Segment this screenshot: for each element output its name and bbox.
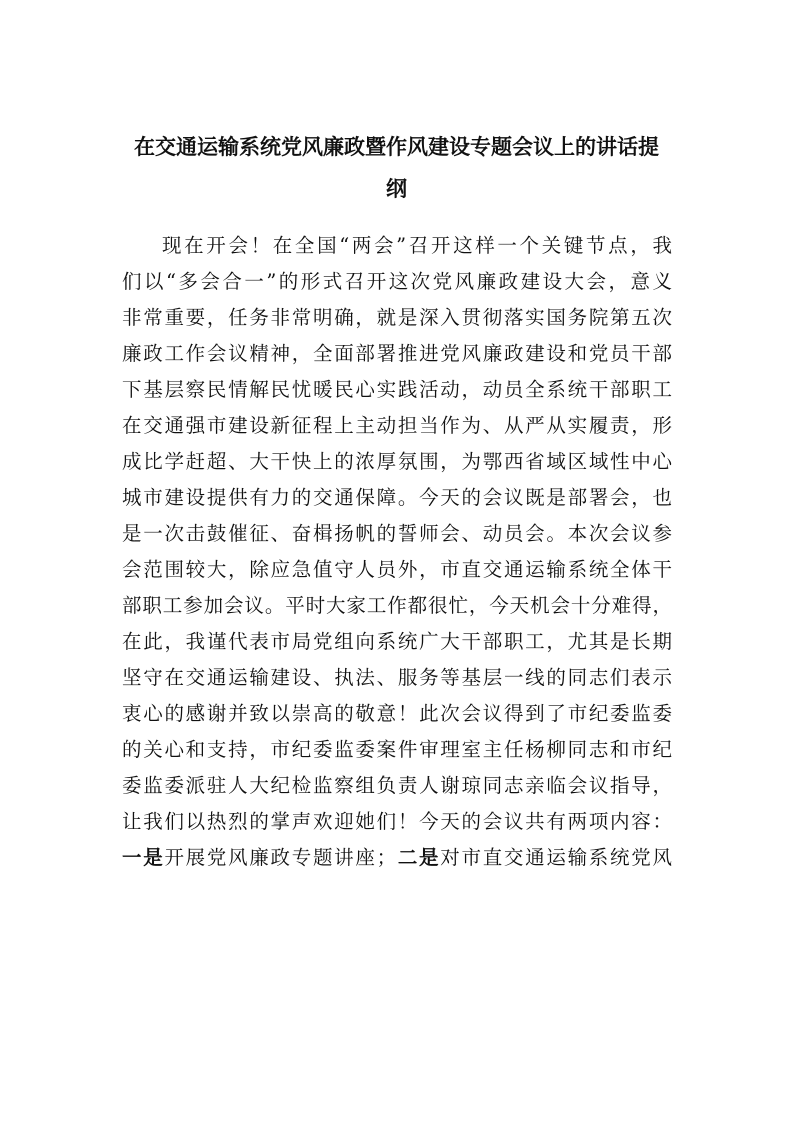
paragraph-line-6: 在交通强市建设新征程上主动担当作为、从严从实履责，形 bbox=[122, 414, 672, 437]
paragraph-line-8: 城市建设提供有力的交通保障。今天的会议既是部署会，也 bbox=[122, 486, 672, 509]
paragraph-line-3: 非常重要，任务非常明确，就是深入贯彻落实国务院第五次 bbox=[122, 306, 672, 329]
item-one-text: 开展党风廉政专题讲座； bbox=[164, 846, 397, 869]
paragraph-line-7: 成比学赶超、大干快上的浓厚氛围，为鄂西省域区域性中心 bbox=[122, 450, 672, 473]
paragraph-line-16: 委监委派驻人大纪检监察组负责人谢琼同志亲临会议指导， bbox=[122, 774, 672, 797]
paragraph-line-18 bbox=[122, 840, 672, 876]
paragraph-line-11: 部职工参加会议。平时大家工作都很忙，今天机会十分难得， bbox=[122, 594, 672, 617]
paragraph-line-14: 衷心的感谢并致以崇高的敬意！此次会议得到了市纪委监委 bbox=[122, 702, 672, 725]
paragraph-line-12: 在此，我谨代表市局党组向系统广大干部职工，尤其是长期 bbox=[122, 630, 672, 653]
bold-marker-first: 一是 bbox=[122, 846, 165, 869]
bold-marker-second: 二是 bbox=[396, 846, 441, 869]
paragraph-line-5: 下基层察民情解民忧暖民心实践活动，动员全系统干部职工 bbox=[122, 378, 672, 401]
item-two-text: 对市直交通运输系统党风 bbox=[440, 846, 672, 869]
paragraph-line-17: 让我们以热烈的掌声欢迎她们！今天的会议共有两项内容： bbox=[122, 810, 672, 833]
document-title-line-2: 纲 bbox=[386, 177, 407, 201]
paragraph-line-15: 的关心和支持，市纪委监委案件审理室主任杨柳同志和市纪 bbox=[122, 738, 672, 761]
body-paragraph bbox=[122, 228, 672, 876]
document-title-line-1: 在交通运输系统党风廉政暨作风建设专题会议上的讲话提 bbox=[134, 135, 659, 159]
paragraph-line-9: 是一次击鼓催征、奋楫扬帆的誓师会、动员会。本次会议参 bbox=[122, 522, 672, 545]
paragraph-line-13: 坚守在交通运输建设、执法、服务等基层一线的同志们表示 bbox=[122, 666, 672, 689]
paragraph-line-10: 会范围较大，除应急值守人员外，市直交通运输系统全体干 bbox=[122, 558, 672, 581]
paragraph-line-2: 们以“多会合一”的形式召开这次党风廉政建设大会，意义 bbox=[122, 270, 672, 293]
paragraph-line-1: 现在开会！在全国“两会”召开这样一个关键节点，我 bbox=[162, 234, 672, 257]
paragraph-line-4: 廉政工作会议精神，全面部署推进党风廉政建设和党员干部 bbox=[122, 342, 672, 365]
